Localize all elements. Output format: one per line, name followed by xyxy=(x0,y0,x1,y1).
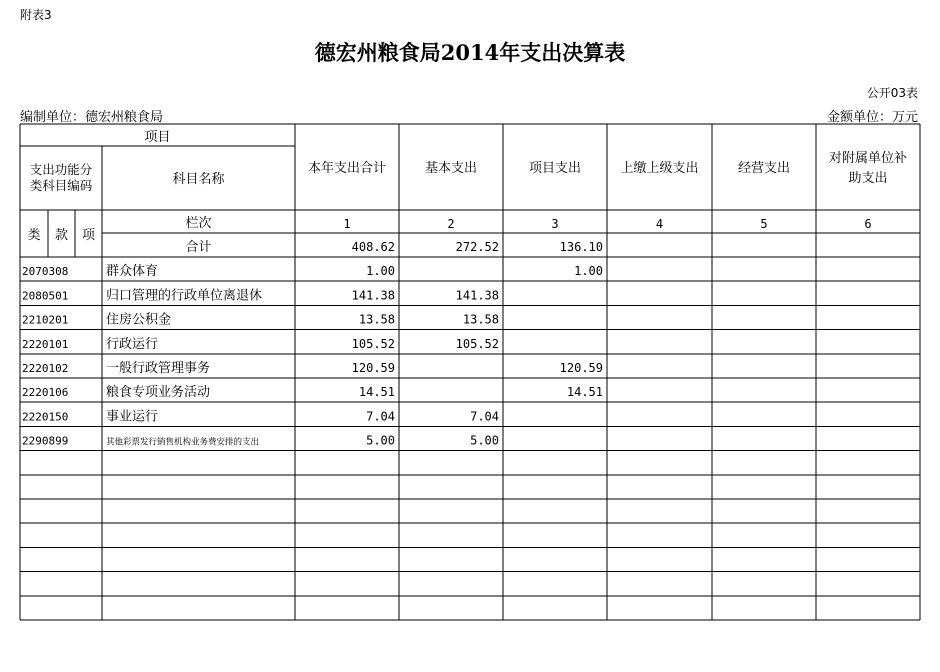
header-col-6-line1: 对附属单位补 xyxy=(828,151,908,166)
header-col-2: 基本支出 xyxy=(424,161,478,176)
header-col-5: 经营支出 xyxy=(737,161,791,176)
page-title: 德宏州粮食局2014年支出决算表 xyxy=(314,40,626,65)
row-value-2: 13.58 xyxy=(462,312,499,327)
row-value-2: 7.04 xyxy=(470,409,499,424)
header-func-code-2: 类科目编码 xyxy=(29,178,93,193)
row-subject-name: 其他彩票发行销售机构业务费安排的支出 xyxy=(106,437,260,448)
header-lei: 类 xyxy=(27,228,41,243)
header-xiang: 项 xyxy=(81,228,96,243)
row-value-1: 13.58 xyxy=(358,312,395,327)
row-subject-name: 归口管理的行政单位离退休 xyxy=(106,288,263,304)
amount-unit: 金额单位：万元 xyxy=(826,110,918,125)
total-value-3: 136.10 xyxy=(559,240,603,254)
header-func-code-1: 支出功能分 xyxy=(29,162,93,177)
header-col-3: 项目支出 xyxy=(528,161,582,176)
col-number-3: 3 xyxy=(551,217,559,231)
row-value-2: 105.52 xyxy=(455,336,499,351)
total-value-1: 408.62 xyxy=(351,240,395,254)
row-code: 2070308 xyxy=(22,265,69,279)
header-col-1: 本年支出合计 xyxy=(307,161,387,176)
row-value-3: 120.59 xyxy=(559,361,603,375)
row-subject-name: 粮食专项业务活动 xyxy=(106,385,211,401)
row-value-3: 14.51 xyxy=(566,385,603,400)
row-value-1: 14.51 xyxy=(358,385,395,400)
total-label: 合计 xyxy=(185,240,212,255)
row-subject-name: 群众体育 xyxy=(106,264,159,280)
total-value-2: 272.52 xyxy=(455,240,499,254)
col-number-2: 2 xyxy=(447,217,455,231)
row-value-1: 5.00 xyxy=(366,433,395,448)
row-subject-name: 住房公积金 xyxy=(106,312,172,328)
row-value-1: 120.59 xyxy=(351,361,395,375)
col-number-4: 4 xyxy=(655,217,664,231)
row-code: 2080501 xyxy=(22,289,69,303)
row-value-3: 1.00 xyxy=(574,264,603,279)
header-col-4: 上缴上级支出 xyxy=(620,161,699,176)
row-code: 2210201 xyxy=(22,313,69,327)
header-kuan: 款 xyxy=(54,228,69,243)
row-code: 2220102 xyxy=(22,362,69,375)
col-number-5: 5 xyxy=(760,217,768,231)
row-code: 2220106 xyxy=(22,386,69,400)
table-code: 公开03表 xyxy=(866,86,918,100)
row-value-2: 5.00 xyxy=(470,433,499,448)
header-col-6-line2: 助支出 xyxy=(848,171,888,186)
row-value-1: 1.00 xyxy=(366,264,395,279)
compiling-unit: 编制单位：德宏州粮食局 xyxy=(20,110,164,125)
col-number-6: 6 xyxy=(864,217,872,231)
row-value-1: 7.04 xyxy=(366,409,395,424)
row-subject-name: 行政运行 xyxy=(106,336,159,352)
row-code: 2290899 xyxy=(22,434,69,448)
header-subject-name: 科目名称 xyxy=(172,172,225,187)
col-number-1: 1 xyxy=(343,217,351,231)
row-value-2: 141.38 xyxy=(455,288,499,303)
row-value-1: 141.38 xyxy=(351,288,395,303)
header-item: 项目 xyxy=(144,130,171,145)
header-lanci: 栏次 xyxy=(185,216,212,231)
row-subject-name: 事业运行 xyxy=(106,409,159,425)
row-code: 2220101 xyxy=(22,337,69,351)
row-subject-name: 一般行政管理事务 xyxy=(106,361,211,376)
attachment-label: 附表3 xyxy=(20,8,52,22)
table-cells xyxy=(22,130,907,448)
row-value-1: 105.52 xyxy=(351,336,395,351)
row-code: 2220150 xyxy=(22,410,69,424)
